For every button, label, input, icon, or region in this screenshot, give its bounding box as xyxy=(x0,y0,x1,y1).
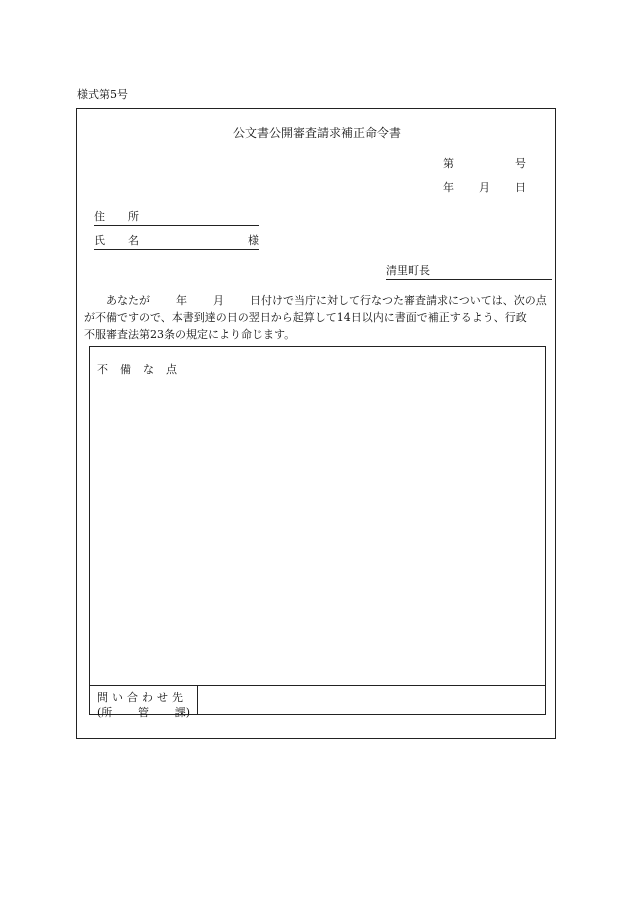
defects-content[interactable] xyxy=(97,383,538,673)
document-number-suffix: 号 xyxy=(515,157,526,170)
issue-date-year: 年 xyxy=(443,181,454,194)
order-body-line-2: が不備ですので、本書到達の日の翌日から起算して14日以内に書面で補正するよう、行政 xyxy=(84,311,527,324)
body-year: 年 xyxy=(176,294,187,307)
contact-separator xyxy=(197,685,198,714)
recipient-name-field[interactable] xyxy=(94,232,259,250)
defects-box xyxy=(89,346,546,719)
order-body-line-3: 不服審査法第23条の規定により命じます。 xyxy=(84,328,296,341)
recipient-address-field[interactable] xyxy=(94,208,259,226)
body-month: 月 xyxy=(213,294,224,307)
document-number-prefix: 第 xyxy=(443,157,454,170)
address-label: 住 所 xyxy=(94,210,145,223)
issue-date xyxy=(443,179,526,195)
contact-label-line-2: (所 管 課) xyxy=(97,706,190,719)
order-body xyxy=(84,292,550,343)
issue-date-day: 日 xyxy=(515,181,526,194)
issue-date-month: 月 xyxy=(479,181,490,194)
defects-label: 不備な点 xyxy=(97,363,189,376)
form-frame xyxy=(76,108,556,739)
form-number: 様式第5号 xyxy=(77,88,128,101)
document-number xyxy=(443,155,526,171)
contact-label-line-1: 問い合わせ先 xyxy=(97,691,187,704)
contact-divider xyxy=(90,685,545,686)
contact-label xyxy=(97,690,190,720)
issuer-line xyxy=(386,262,552,280)
honorific: 様 xyxy=(248,234,259,247)
order-body-line-1 xyxy=(84,292,550,309)
body-line1-rest: 日付けで当庁に対して行なつた審査請求については、次の点 xyxy=(250,294,547,307)
issuer-name: 清里町長 xyxy=(386,264,430,277)
name-label: 氏 名 xyxy=(94,234,145,247)
body-lead: あなたが xyxy=(106,294,150,307)
document-title: 公文書公開審査請求補正命令書 xyxy=(232,126,401,140)
